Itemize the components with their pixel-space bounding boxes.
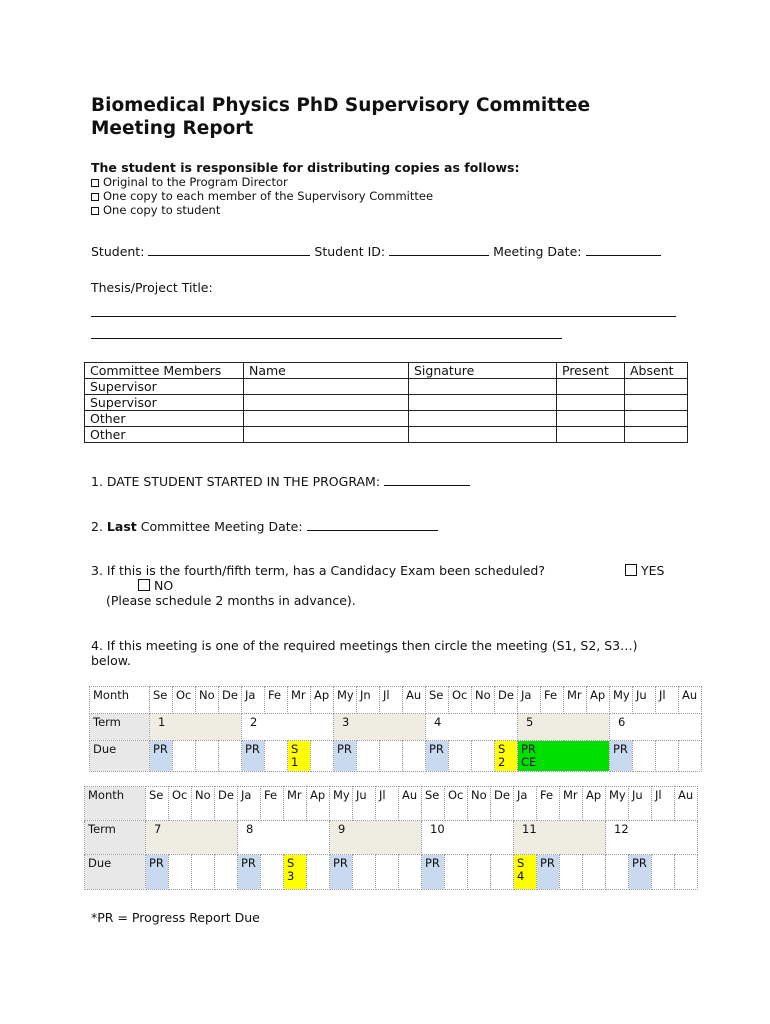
pr-cell: PR [610,741,633,772]
question-2: 2. Last Committee Meeting Date: [91,517,438,534]
empty-cell [215,855,238,890]
row-label: Term [90,714,150,741]
student-field[interactable] [148,242,310,256]
pr-cell: PR [334,741,357,772]
checkbox-icon [625,564,637,576]
month-cell: No [192,787,215,821]
student-label: Student: [91,244,145,259]
month-cell: Ap [311,687,334,714]
pr-cell: PR [242,741,265,772]
month-cell: Mr [560,787,583,821]
empty-cell [491,855,514,890]
row-label: Due [85,855,146,890]
month-cell: Jl [380,687,403,714]
role-cell: Supervisor [85,395,244,411]
month-cell: Fe [541,687,564,714]
month-cell: Au [403,687,426,714]
row-label: Term [85,821,146,855]
student-id-field[interactable] [389,242,489,256]
absent-cell[interactable] [625,379,688,395]
thesis-line-1[interactable] [91,316,676,317]
month-cell: De [219,687,242,714]
pr-cell: PR [146,855,169,890]
month-cell: My [606,787,629,821]
month-cell: Au [675,787,698,821]
month-cell: Ja [238,787,261,821]
month-cell: Jn [357,687,380,714]
empty-cell [633,741,656,772]
month-cell: Au [399,787,422,821]
table-row [85,411,688,427]
month-cell: Jl [656,687,679,714]
month-row [85,787,698,821]
due-row [85,855,698,890]
s-meeting-cell[interactable]: S 2 [495,741,518,772]
distribution-heading: The student is responsible for distributing copies as follows: [91,160,520,175]
empty-cell [652,855,675,890]
student-id-label: Student ID: [314,244,386,259]
pr-cell: PR [537,855,560,890]
meeting-date-field[interactable] [586,242,661,256]
absent-header: Absent [625,363,688,379]
due-row [90,741,702,772]
empty-cell [169,855,192,890]
term-cell: 2 [242,714,334,741]
thesis-label: Thesis/Project Title: [91,280,213,295]
calendar-table-1 [89,686,702,772]
pr-cell: PR [426,741,449,772]
thesis-line-2[interactable] [91,338,562,339]
signature-cell[interactable] [409,395,557,411]
term-row [85,821,698,855]
pr-cell: PR [238,855,261,890]
month-cell: Oc [445,787,468,821]
question-3-note: (Please schedule 2 months in advance). [106,593,356,608]
name-header: Name [244,363,409,379]
question-3: 3. If this is the fourth/fifth term, has a Candidacy Exam been scheduled? [91,563,545,578]
bullet-box-icon [91,207,99,215]
month-cell: Ap [587,687,610,714]
present-cell[interactable] [557,379,625,395]
student-info-row [91,242,661,259]
empty-cell [656,741,679,772]
question-4: 4. If this meeting is one of the required meetings then circle the meeting (S1, S2, S3…) [91,638,638,653]
checkbox-icon [138,579,150,591]
role-cell: Supervisor [85,379,244,395]
empty-cell [357,741,380,772]
month-cell: Ap [583,787,606,821]
month-cell: Se [146,787,169,821]
month-cell: Se [150,687,173,714]
empty-cell [468,855,491,890]
month-cell: My [330,787,353,821]
yes-checkbox[interactable]: YES [625,563,664,578]
page-title: Biomedical Physics PhD Supervisory Committee Meeting Report [91,95,590,139]
month-cell: Se [426,687,449,714]
footnote: *PR = Progress Report Due [91,910,260,925]
empty-cell [219,741,242,772]
month-cell: Fe [265,687,288,714]
empty-cell [679,741,702,772]
signature-header: Signature [409,363,557,379]
s-meeting-cell[interactable]: S 1 [288,741,311,772]
empty-cell [196,741,219,772]
month-cell: Au [679,687,702,714]
meeting-date-label: Meeting Date: [493,244,582,259]
distribution-item: One copy to each member of the Supervisory Committee [91,189,433,203]
term-cell: 4 [426,714,518,741]
month-cell: Fe [261,787,284,821]
empty-cell [583,855,606,890]
s-meeting-cell[interactable]: S 3 [284,855,307,890]
month-cell: No [196,687,219,714]
empty-cell [311,741,334,772]
empty-cell [445,855,468,890]
month-cell: Oc [169,787,192,821]
month-cell: Jl [652,787,675,821]
table-row [85,395,688,411]
empty-cell [192,855,215,890]
name-cell[interactable] [244,427,409,443]
empty-cell [261,855,284,890]
term-cell: 11 [514,821,606,855]
term-cell: 12 [606,821,698,855]
name-cell[interactable] [244,379,409,395]
calendar-table-2 [84,786,698,890]
signature-cell[interactable] [409,427,557,443]
month-cell: Ju [629,787,652,821]
row-label: Month [85,787,146,821]
committee-header-row [85,363,688,379]
month-cell: Fe [537,787,560,821]
month-cell: Jl [376,787,399,821]
present-header: Present [557,363,625,379]
empty-cell [265,741,288,772]
empty-cell [380,741,403,772]
empty-cell [560,855,583,890]
month-cell: Se [422,787,445,821]
signature-cell[interactable] [409,411,557,427]
pr-cell: PR [422,855,445,890]
empty-cell [449,741,472,772]
committee-header: Committee Members [85,363,244,379]
month-cell: Mr [284,787,307,821]
term-cell: 9 [330,821,422,855]
s-meeting-cell[interactable]: S 4 [514,855,537,890]
term-cell: 8 [238,821,330,855]
name-cell[interactable] [244,411,409,427]
absent-cell[interactable] [625,427,688,443]
month-cell: De [215,787,238,821]
month-cell: My [610,687,633,714]
role-cell: Other [85,427,244,443]
empty-cell [399,855,422,890]
last-meeting-date-field[interactable] [307,517,438,531]
absent-cell[interactable] [625,395,688,411]
empty-cell [606,855,629,890]
distribution-item: Original to the Program Director [91,175,288,189]
month-cell: Ju [353,787,376,821]
month-cell: Ja [242,687,265,714]
name-cell[interactable] [244,395,409,411]
month-cell: Ap [307,787,330,821]
question-1: 1. DATE STUDENT STARTED IN THE PROGRAM: [91,472,470,489]
month-cell: Oc [449,687,472,714]
pr-cell: PR [330,855,353,890]
candidacy-exam-cell: PR CE [518,741,610,772]
month-row [90,687,702,714]
month-cell: De [491,787,514,821]
bullet-box-icon [91,193,99,201]
month-cell: Oc [173,687,196,714]
term-cell: 7 [146,821,238,855]
empty-cell [472,741,495,772]
committee-table [84,362,688,443]
term-cell: 10 [422,821,514,855]
bullet-box-icon [91,179,99,187]
absent-cell[interactable] [625,411,688,427]
empty-cell [353,855,376,890]
role-cell: Other [85,411,244,427]
table-row [85,427,688,443]
term-row [90,714,702,741]
present-cell[interactable] [557,427,625,443]
month-cell: No [472,687,495,714]
empty-cell [173,741,196,772]
term-cell: 6 [610,714,702,741]
row-label: Due [90,741,150,772]
start-date-field[interactable] [384,472,470,486]
empty-cell [376,855,399,890]
empty-cell [307,855,330,890]
term-cell: 5 [518,714,610,741]
month-cell: No [468,787,491,821]
signature-cell[interactable] [409,379,557,395]
present-cell[interactable] [557,411,625,427]
month-cell: De [495,687,518,714]
table-row [85,379,688,395]
month-cell: Mr [564,687,587,714]
month-cell: My [334,687,357,714]
empty-cell [403,741,426,772]
month-cell: Ja [518,687,541,714]
month-cell: Mr [288,687,311,714]
pr-cell: PR [629,855,652,890]
question-4-cont: below. [91,653,131,668]
term-cell: 3 [334,714,426,741]
pr-cell: PR [150,741,173,772]
row-label: Month [90,687,150,714]
present-cell[interactable] [557,395,625,411]
term-cell: 1 [150,714,242,741]
month-cell: Ju [633,687,656,714]
empty-cell [675,855,698,890]
no-checkbox[interactable]: NO [138,578,173,593]
distribution-item: One copy to student [91,203,220,217]
month-cell: Ja [514,787,537,821]
